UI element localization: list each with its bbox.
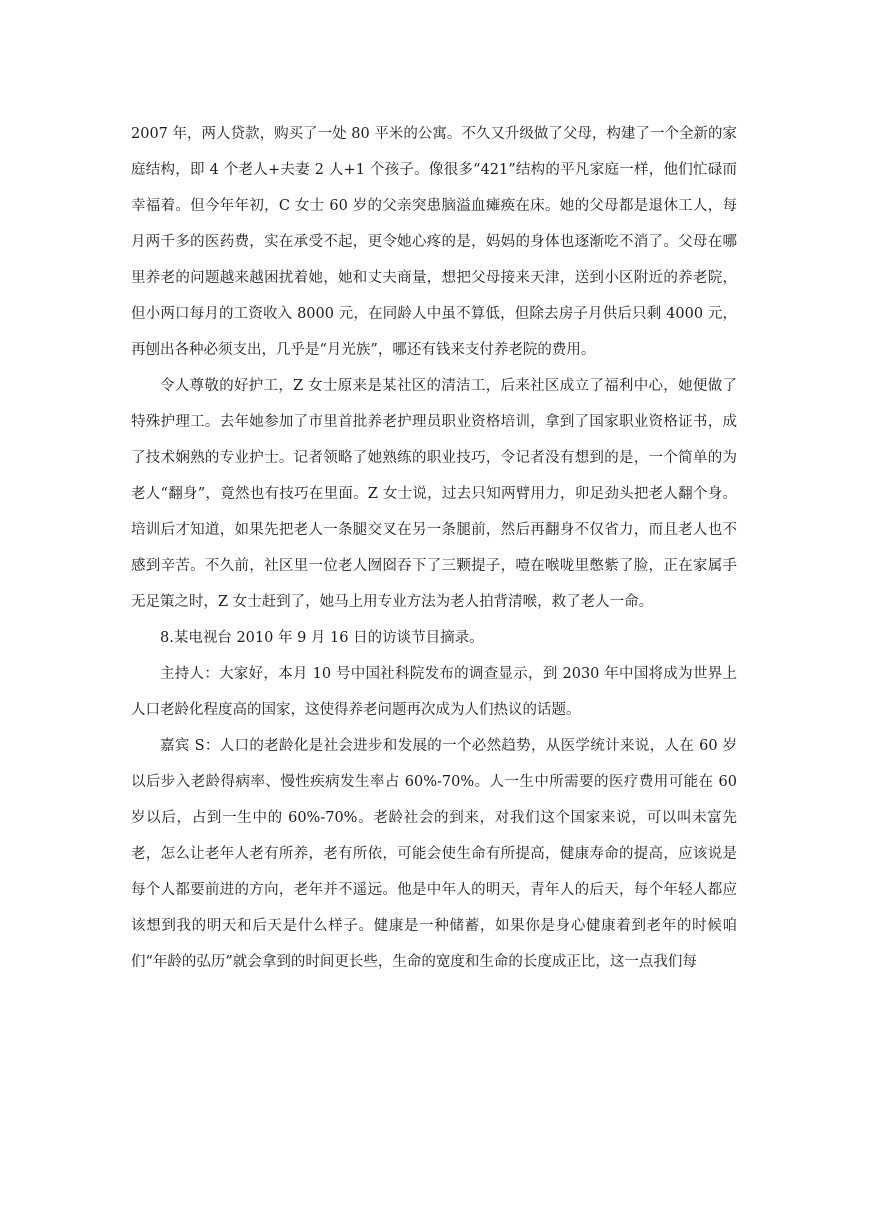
paragraph-host-remarks: 主持人：大家好，本月 10 号中国社科院发布的调查显示，到 2030 年中国将成为世界上人口老龄化程度高的国家，这使得养老问题再次成为人们热议的话题。 <box>131 666 737 718</box>
paragraph-caregiver-story: 令人尊敬的好护工，Z 女士原来是某社区的清洁工，后来社区成立了福利中心，她便做了特殊护理工。去年她参加了市里首批养老护理员职业资格培训，拿到了国家职业资格证书，成了技术娴熟的专业护士。记者领略了她熟练的职业技巧，令记者没有想到的是，一个简单的为老人“翻身”，竟然也有技巧在里面。Z 女士说，过去只知两臂用力，卯足劲头把老人翻个身。培训后才知道，如果先把老人一条腿交叉在另一条腿前，然后再翻身不仅省力，而且老人也不感到辛苦。不久前，社区里一位老人囫囵吞下了三颗提子，噎在喉咙里憋紫了脸，正在家属手无足策之时，Z 女士赶到了，她马上用专业方法为老人拍背清喉，救了老人一命。 <box>131 378 737 610</box>
paragraph-guest-remarks: 嘉宾 S：人口的老龄化是社会进步和发展的一个必然趋势，从医学统计来说，人在 60 岁以后步入老龄得病率、慢性疾病发生率占 60%-70%。人一生中所需要的医疗费用可能在 60 岁以后，占到一生中的 60%-70%。老龄社会的到来，对我们这个国家来说，可以叫未富先老，怎么让老年人老有所养，老有所依，可能会使生命有所提高，健康寿命的提高，应该说是每个人都要前进的方向，老年并不遥远。他是中年人的明天，青年人的后天，每个年轻人都应该想到我的明天和后天是什么样子。健康是一种储蓄，如果你是身心健康着到老年的时候咱们“年龄的弘历”就会拿到的时间更长些，生命的宽度和生命的长度成正比，这一点我们每 <box>131 738 737 970</box>
paragraph-family-story: 2007 年，两人贷款，购买了一处 80 平米的公寓。不久又升级做了父母，构建了一个全新的家庭结构，即 4 个老人+夫妻 2 人+1 个孩子。像很多“421”结构的平凡家庭一样，他们忙碌而幸福着。但今年年初，C 女士 60 岁的父亲突患脑溢血瘫痪在床。她的父母都是退休工人，每月两千多的医药费，实在承受不起，更令她心疼的是，妈妈的身体也逐渐吃不消了。父母在哪里养老的问题越来越困扰着她，她和丈夫商量，想把父母接来天津，送到小区附近的养老院，但小两口每月的工资收入 8000 元，在同龄人中虽不算低，但除去房子月供后只剩 4000 元，再刨出各种必须支出，几乎是“月光族”，哪还有钱来支付养老院的费用。 <box>131 126 737 358</box>
document-body <box>131 116 737 980</box>
paragraph-interview-heading: 8.某电视台 2010 年 9 月 16 日的访谈节目摘录。 <box>160 630 484 646</box>
